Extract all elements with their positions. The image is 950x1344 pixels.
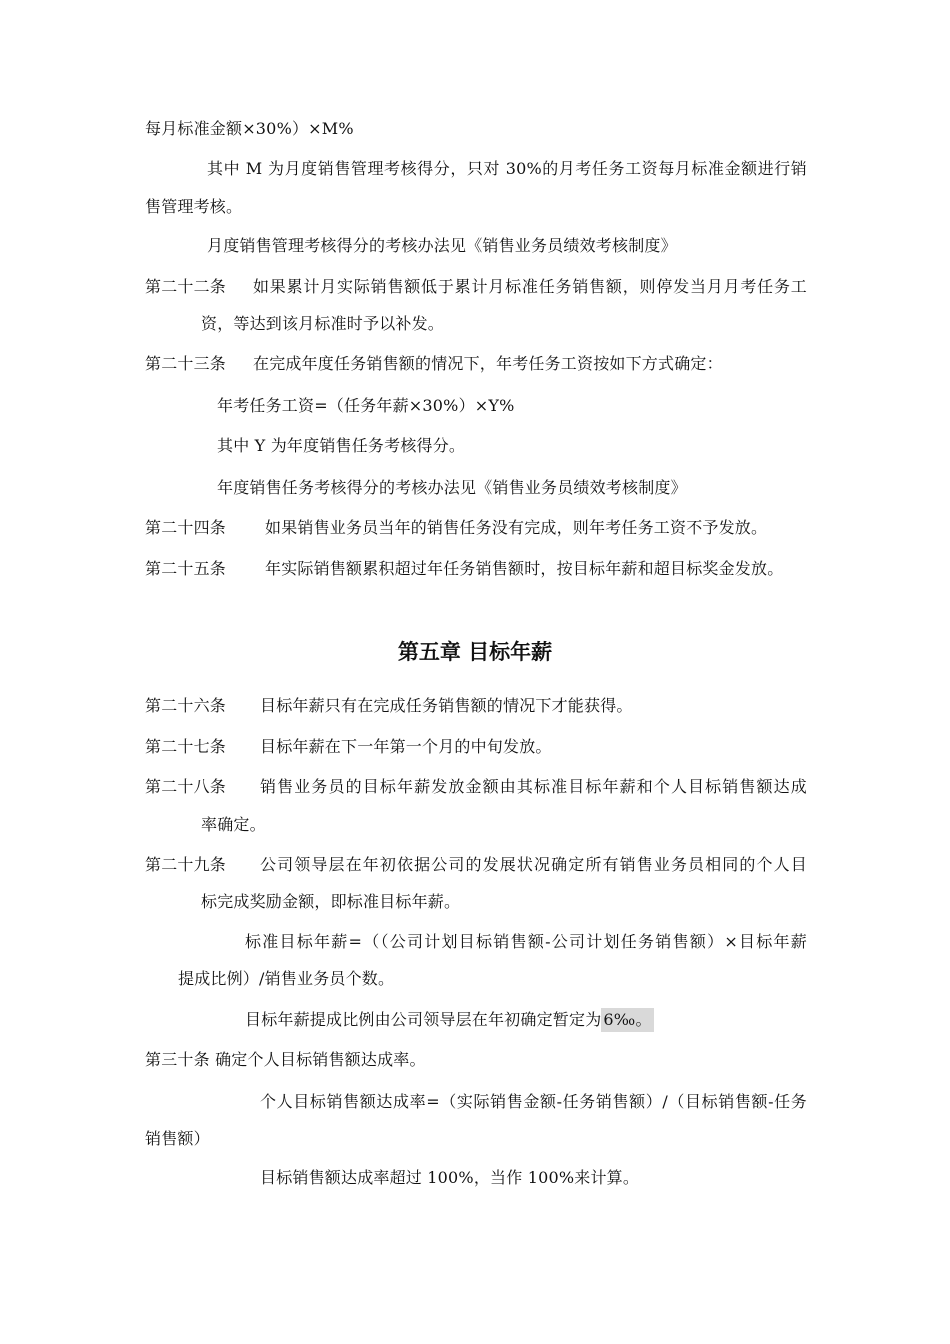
text-line: 资，等达到该月标准时予以补发。 <box>201 314 445 333</box>
text-line <box>245 1010 654 1030</box>
text-line: 每月标准金额×30%）×M% <box>145 119 354 138</box>
article-number: 第二十八条 <box>145 777 227 796</box>
article-27 <box>145 737 552 757</box>
formula-line: 个人目标销售额达成率=（实际销售金额-任务销售额）/（目标销售额-任务 <box>260 1092 807 1111</box>
formula-line: 年考任务工资=（任务年薪×30%）×Y% <box>217 396 515 415</box>
article-25 <box>145 559 783 579</box>
article-number: 第二十九条 <box>145 855 227 874</box>
article-text: 目标年薪只有在完成任务销售额的情况下才能获得。 <box>260 696 633 715</box>
article-22 <box>145 277 807 297</box>
article-number: 第二十三条 <box>145 354 227 373</box>
article-text: 销售业务员的目标年薪发放金额由其标准目标年薪和个人目标销售额达成 <box>260 777 807 796</box>
text-line: 率确定。 <box>201 815 266 834</box>
highlighted-value: 6‰。 <box>601 1008 653 1032</box>
article-29 <box>145 855 807 875</box>
article-text: 年实际销售额累积超过年任务销售额时，按目标年薪和超目标奖金发放。 <box>265 559 784 578</box>
text-line: 售管理考核。 <box>145 197 243 216</box>
article-24 <box>145 518 767 538</box>
text-line: 其中 Y 为年度销售任务考核得分。 <box>217 436 466 455</box>
article-28 <box>145 777 807 797</box>
text-line: 年度销售任务考核得分的考核办法见《销售业务员绩效考核制度》 <box>217 478 687 497</box>
chapter-heading: 第五章 目标年薪 <box>397 640 553 664</box>
text-line: 目标销售额达成率超过 100%，当作 100%来计算。 <box>260 1168 640 1187</box>
formula-line: 标准目标年薪=（（公司计划目标销售额-公司计划任务销售额）×目标年薪 <box>245 932 807 951</box>
text-line: 月度销售管理考核得分的考核办法见《销售业务员绩效考核制度》 <box>207 236 677 255</box>
article-number: 第二十二条 <box>145 277 227 296</box>
text-line: 标完成奖励金额，即标准目标年薪。 <box>201 892 461 911</box>
article-number: 第二十四条 <box>145 518 227 537</box>
article-text: 如果累计月实际销售额低于累计月标准任务销售额，则停发当月月考任务工 <box>253 277 807 296</box>
article-26 <box>145 696 633 716</box>
article-number: 第二十五条 <box>145 559 227 578</box>
article-23 <box>145 354 723 374</box>
article-number: 第二十七条 <box>145 737 227 756</box>
article-text: 目标年薪在下一年第一个月的中旬发放。 <box>260 737 552 756</box>
formula-line: 提成比例）/销售业务员个数。 <box>178 969 395 988</box>
article-text: 公司领导层在年初依据公司的发展状况确定所有销售业务员相同的个人目 <box>260 855 807 874</box>
article-30: 第三十条 确定个人目标销售额达成率。 <box>145 1050 426 1069</box>
text-line: 其中 M 为月度销售管理考核得分，只对 30%的月考任务工资每月标准金额进行销 <box>207 159 807 178</box>
article-text: 在完成年度任务销售额的情况下，年考任务工资按如下方式确定： <box>253 354 723 373</box>
article-number: 第二十六条 <box>145 696 227 715</box>
formula-line: 销售额） <box>145 1129 210 1148</box>
text-segment: 目标年薪提成比例由公司领导层在年初确定暂定为 <box>245 1010 602 1029</box>
article-text: 如果销售业务员当年的销售任务没有完成，则年考任务工资不予发放。 <box>265 518 768 537</box>
